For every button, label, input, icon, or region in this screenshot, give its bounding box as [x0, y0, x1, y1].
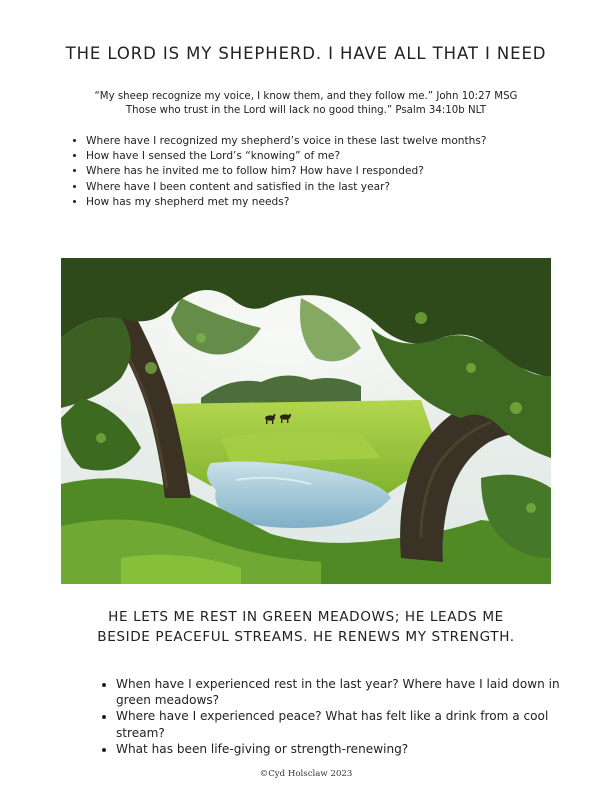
verse-line: Those who trust in the Lord will lack no good thing.” Psalm 34:10b NLT: [125, 104, 487, 116]
meadow-stream-photo: [61, 258, 551, 584]
page-title: THE LORD IS MY SHEPHERD. I HAVE ALL THAT I NEED: [65, 44, 547, 63]
list-item: • What has been life-giving or strength-renewing?: [116, 741, 566, 757]
copyright-notice: ©Cyd Holsclaw 2023: [259, 769, 353, 779]
list-item: • How have I sensed the Lord’s “knowing” of me?: [86, 149, 606, 164]
scripture-verses: [0, 90, 612, 117]
section-heading: [0, 607, 612, 647]
list-item: • Where have I been content and satisfied in the last year?: [86, 180, 606, 195]
list-item: • When have I experienced rest in the last year? Where have I laid down in green meadows?: [116, 676, 566, 708]
list-item: • Where has he invited me to follow him? How have I responded?: [86, 164, 606, 179]
list-item: • Where have I experienced peace? What has felt like a drink from a cool stream?: [116, 708, 566, 740]
heading-line: BESIDE PEACEFUL STREAMS. HE RENEWS MY STRENGTH.: [97, 629, 515, 645]
list-item: • Where have I recognized my shepherd’s voice in these last twelve months?: [86, 134, 606, 149]
list-item: • How has my shepherd met my needs?: [86, 195, 606, 210]
reflection-questions-1: [70, 134, 606, 210]
verse-line: “My sheep recognize my voice, I know them, and they follow me.” John 10:27 MSG: [94, 91, 518, 102]
reflection-questions-2: [100, 676, 566, 757]
heading-line: HE LETS ME REST IN GREEN MEADOWS; HE LEADS ME: [108, 609, 504, 625]
